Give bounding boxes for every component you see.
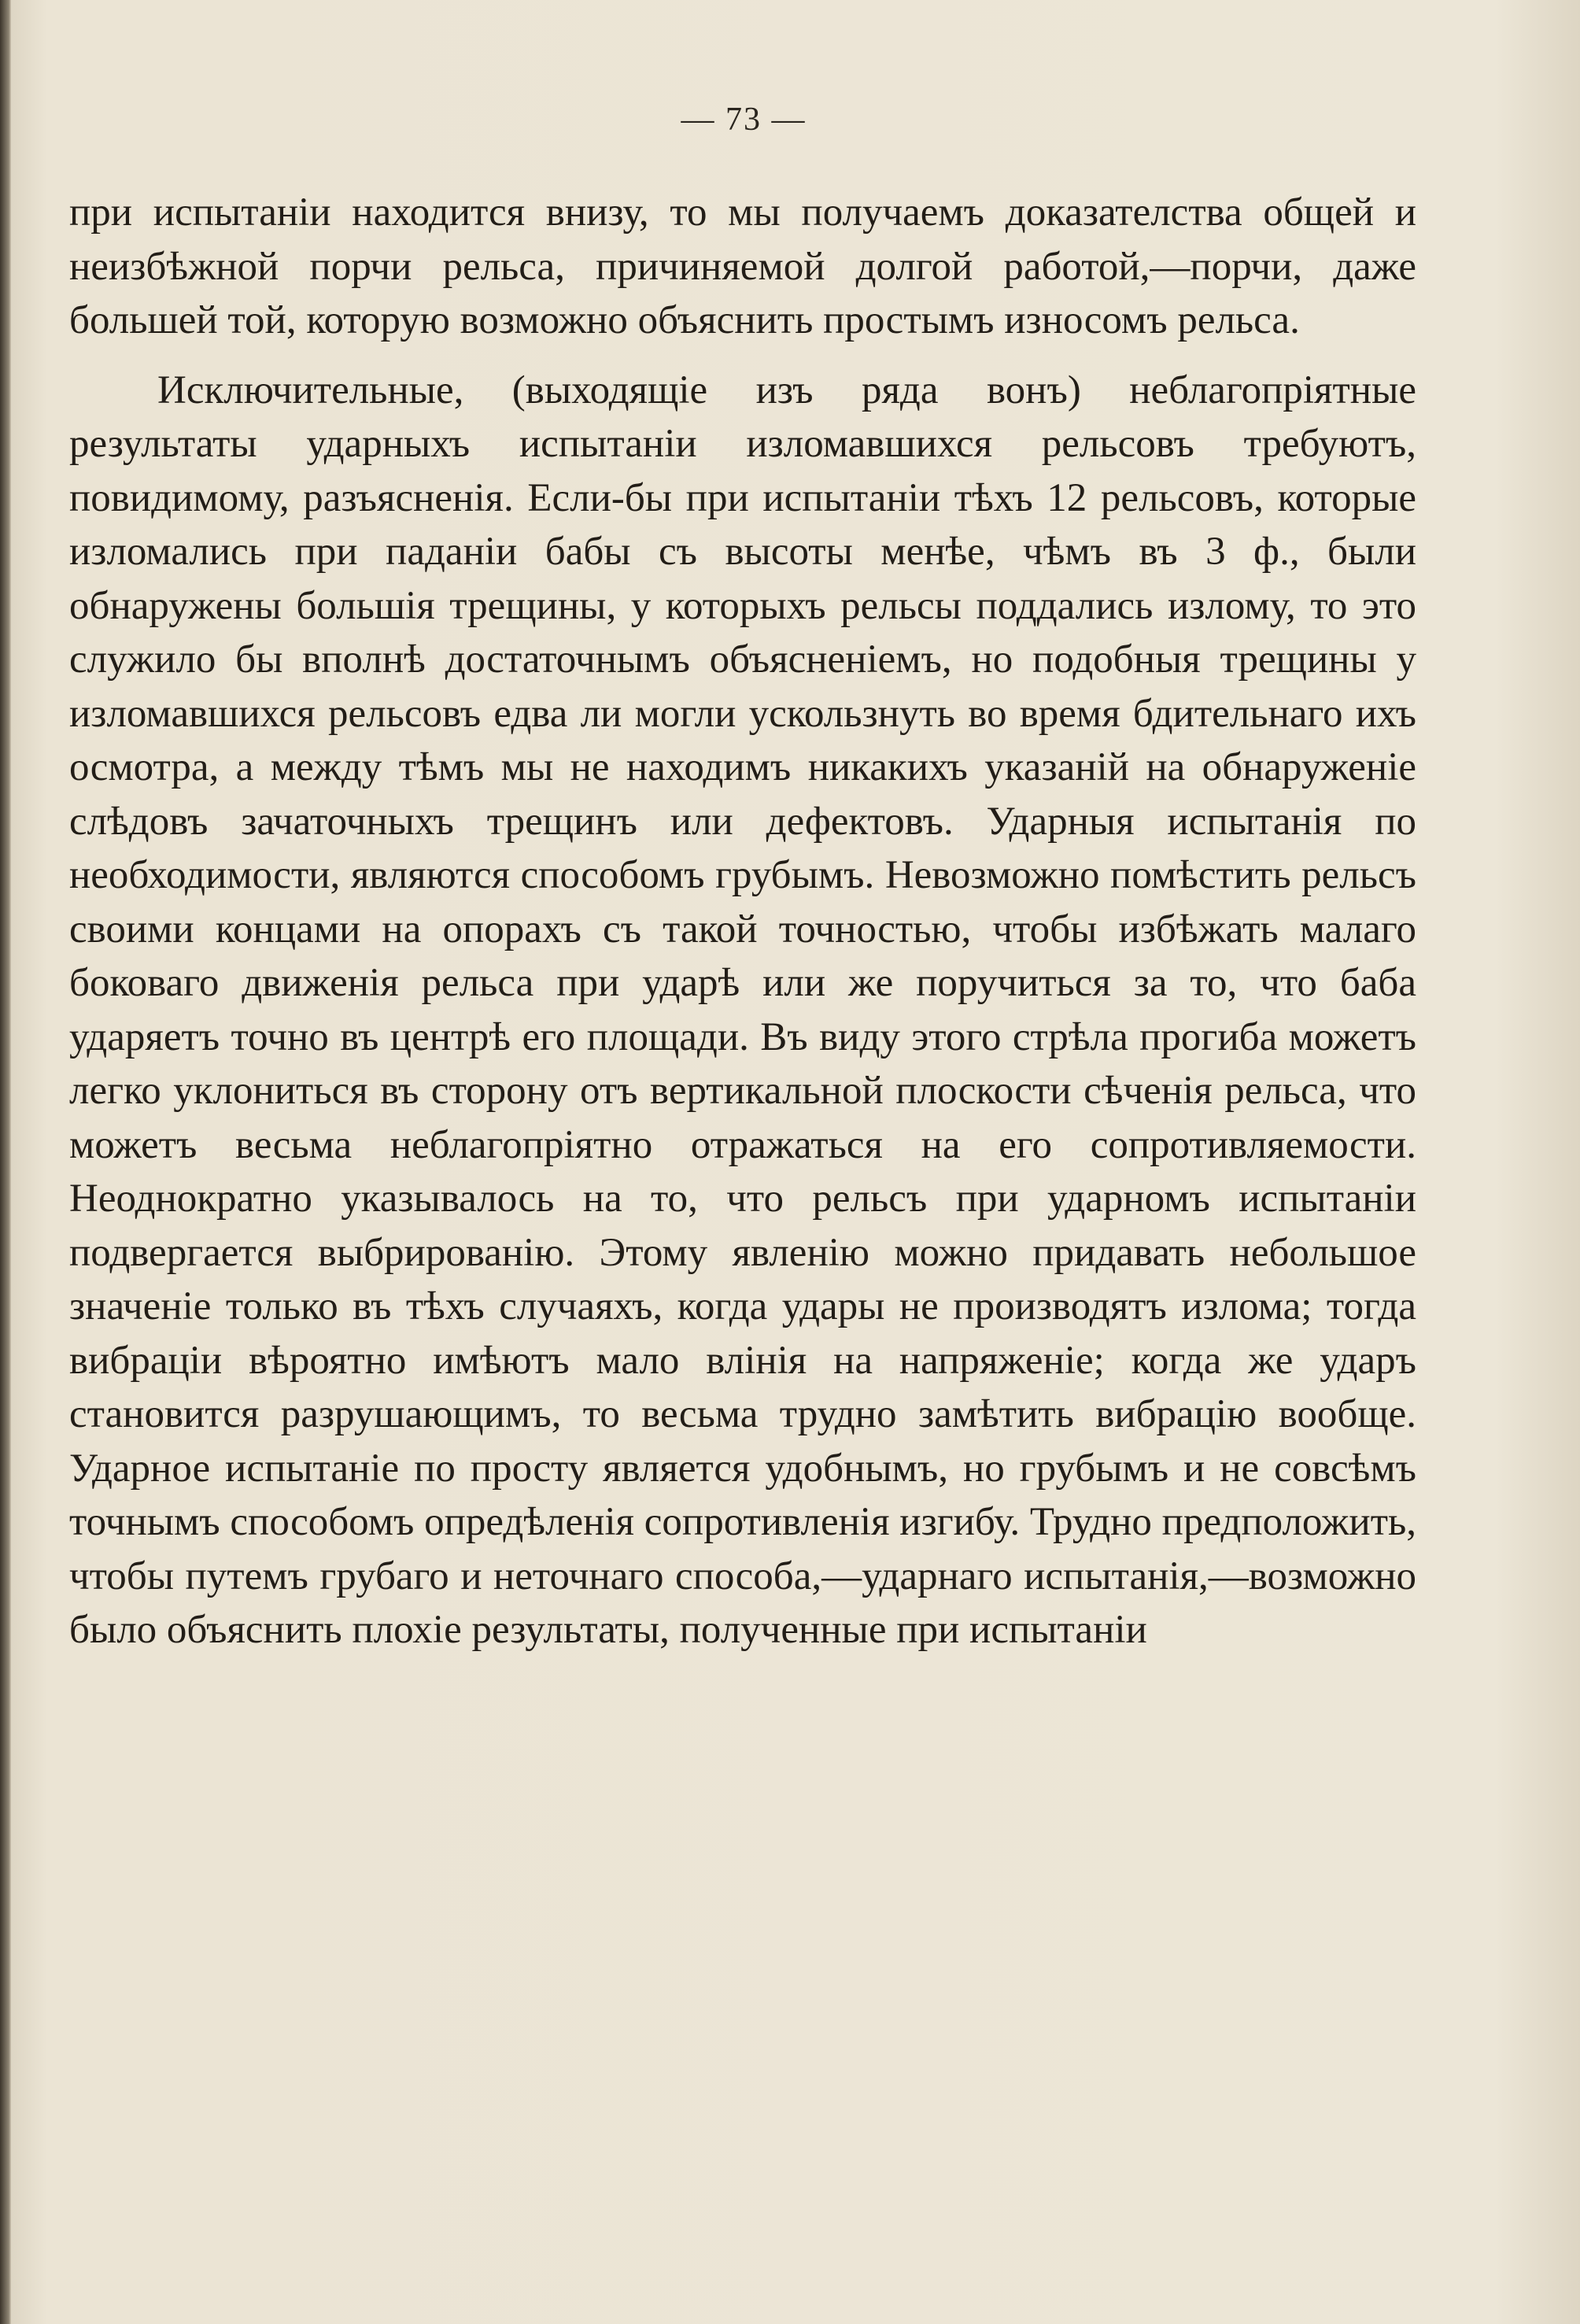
paragraph-main: Исключительные, (выходящіе изъ ряда вонъ) неблагопріятные результаты ударныхъ испытаніи изломавшихся рельсовъ требуютъ, повидимому, разъясненія. Если-бы при испытаніи тѣхъ 12 рельсовъ, которые изломались при паданіи бабы съ высоты менѣе, чѣмъ въ 3 ф., были обнаружены большія трещины, у которыхъ рельсы поддались излому, то это служило бы вполнѣ достаточнымъ объясненіемъ, но подобныя трещины у изломавшихся рельсовъ едва ли могли ускользнуть во время бдительнаго ихъ осмотра, а между тѣмъ мы не находимъ никакихъ указаній на обнаруженіе слѣдовъ зачаточныхъ трещинъ или дефектовъ. Ударныя испытанія по необходимости, являются способомъ грубымъ. Невозможно помѣстить рельсъ своими концами на опорахъ съ такой точностью, чтобы избѣжать малаго боковаго движенія рельса при ударѣ или же поручиться за то, что баба ударяетъ точно въ центрѣ его площади. Въ виду этого стрѣла прогиба можетъ легко уклониться въ сторону отъ вертикальной плоскости сѣченія рельса, что можетъ весьма неблагопріятно отражаться на его сопротивляемости. Неоднократно указывалось на то, что рельсъ при ударномъ испытаніи подвергается выбрированію. Этому явленію можно придавать небольшое значеніе только въ тѣхъ случаяхъ, когда удары не производятъ излома; тогда вибраціи вѣроятно имѣютъ мало влінія на напряженіе; когда же ударъ становится разрушающимъ, то весьма трудно замѣтить вибрацію вообще. Ударное испытаніе по просту является удобнымъ, но грубымъ и не совсѣмъ точнымъ способомъ опредѣленія сопротивленія изгибу. Трудно предположить, чтобы путемъ грубаго и неточнаго способа,—ударнаго испытанія,—возможно было объяснить плохіе результаты, полученные при испытаніи xyxy=(69,368,1416,1652)
page-spine-shadow xyxy=(0,0,11,2324)
body-text xyxy=(69,186,1416,1657)
page-number: — 73 — xyxy=(681,102,807,138)
paragraph-continuation: при испытаніи находится внизу, то мы получаемъ доказателства общей и неизбѣжной порчи рельса, причиняемой долгой работой,—порчи, даже большей той, которую возможно объяснить простымъ износомъ рельса. xyxy=(69,190,1416,342)
